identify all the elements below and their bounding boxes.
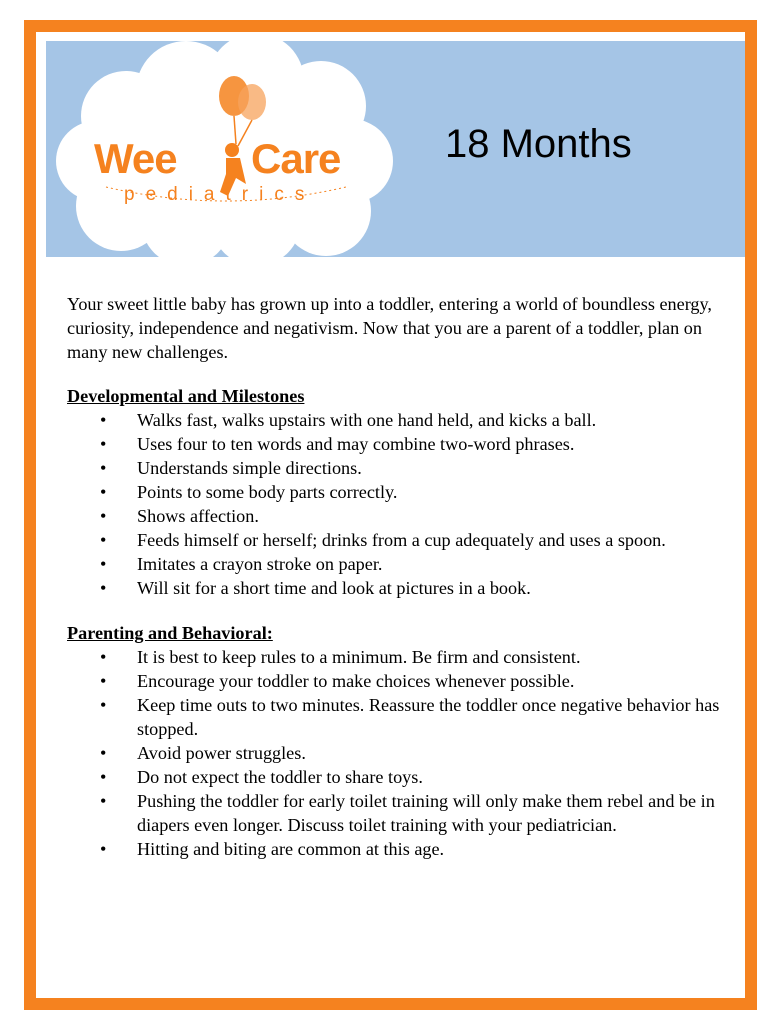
list-item: • Pushing the toddler for early toilet training will only make them rebel and be in diapers even longer. Discuss toilet training with your pediatrician. <box>100 791 715 835</box>
list-item: • Imitates a crayon stroke on paper. <box>100 554 383 574</box>
list-item: • It is best to keep rules to a minimum. Be firm and consistent. <box>100 647 581 667</box>
section-heading-development: Developmental and Milestones <box>67 386 305 406</box>
milestones-list <box>67 408 727 600</box>
list-item: • Feeds himself or herself; drinks from a cup adequately and uses a spoon. <box>100 530 666 550</box>
list-item: • Avoid power struggles. <box>100 743 306 763</box>
logo-wee: Wee <box>94 135 177 182</box>
parenting-list <box>67 645 727 861</box>
list-item: • Do not expect the toddler to share toys. <box>100 767 423 787</box>
page-title: 18 Months <box>445 122 632 166</box>
page-frame <box>24 20 757 1010</box>
list-item: • Will sit for a short time and look at pictures in a book. <box>100 578 531 598</box>
list-item: • Uses four to ten words and may combine two-word phrases. <box>100 434 575 454</box>
document-body <box>67 292 727 882</box>
section-heading-parenting: Parenting and Behavioral: <box>67 623 273 643</box>
intro-paragraph: Your sweet little baby has grown up into a toddler, entering a world of boundless energy, curiosity, independence and negativism. Now that you are a parent of a toddler, plan on many new challenges. <box>67 294 712 362</box>
list-item: • Understands simple directions. <box>100 458 362 478</box>
list-item: • Hitting and biting are common at this age. <box>100 839 445 859</box>
list-item: • Shows affection. <box>100 506 259 526</box>
list-item: • Points to some body parts correctly. <box>100 482 398 502</box>
list-item: • Walks fast, walks upstairs with one hand held, and kicks a ball. <box>100 410 597 430</box>
logo-care: Care <box>251 135 341 182</box>
list-item: • Keep time outs to two minutes. Reassure the toddler once negative behavior has stopped. <box>100 695 720 739</box>
list-item: • Encourage your toddler to make choices whenever possible. <box>100 671 575 691</box>
logo-subtitle: pediatrics <box>124 184 316 205</box>
